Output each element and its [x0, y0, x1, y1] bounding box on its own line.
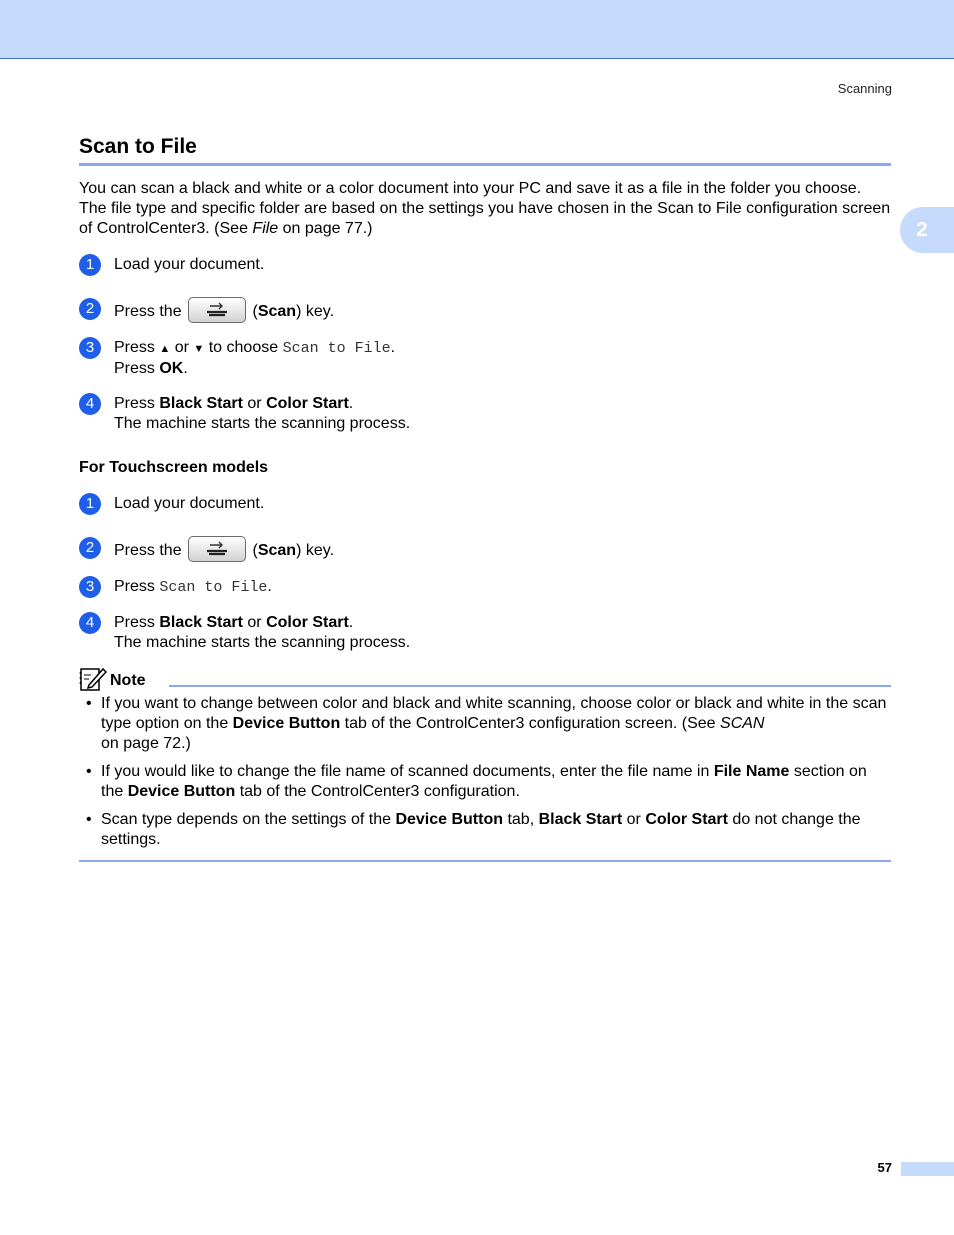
scan-ref-link[interactable]: SCAN [720, 715, 765, 732]
note-divider [169, 685, 891, 687]
touchscreen-heading: For Touchscreen models [79, 459, 269, 476]
press-text: Press [114, 360, 155, 377]
device-button-label: Device Button [232, 715, 341, 732]
section-label: Scanning [837, 81, 892, 96]
or-text: or [174, 339, 189, 356]
intro-ref-link[interactable]: File [252, 220, 279, 237]
menu-option-text: Scan to File [159, 579, 268, 596]
note-item [79, 694, 891, 754]
step-number-3: 3 [79, 576, 101, 598]
scan-key-label: Scan [257, 303, 297, 321]
touch-step-1 [79, 494, 879, 514]
note-text: or [622, 811, 646, 828]
step-text [114, 577, 879, 598]
step-number-2: 2 [79, 298, 101, 320]
to-choose-text: to choose [208, 339, 279, 356]
step-text [114, 394, 879, 434]
period: . [183, 360, 188, 377]
page-title: Scan to File [79, 135, 891, 166]
page-number: 57 [877, 1160, 892, 1175]
note-header [79, 666, 891, 688]
color-start-label: Color Start [266, 395, 349, 412]
step-text [114, 338, 879, 379]
step-text [114, 613, 879, 653]
press-text: Press [114, 339, 155, 356]
press-text: Press [114, 395, 155, 412]
note-pencil-icon [79, 666, 107, 697]
touch-step-3 [79, 577, 879, 598]
step-text: Load your document. [114, 256, 265, 273]
step-text-after: key. [305, 542, 335, 560]
press-text: Press [114, 614, 155, 631]
step-text-before: Press the [114, 303, 182, 321]
touch-step-4 [79, 613, 879, 653]
intro-text-1: You can scan a black and white or a color document into your PC and save it as a file in the folder you choose. The file type and specific folder are based on the settings you have chosen in the Scan to File configuration screen of ControlCenter3. (See [79, 180, 891, 237]
note-end-divider [79, 860, 891, 862]
period: . [348, 395, 354, 412]
device-button-label: Device Button [127, 783, 236, 800]
scan-key-label: Scan [257, 542, 297, 560]
touch-step-2 [79, 538, 879, 564]
device-button-label: Device Button [395, 811, 504, 828]
chapter-tab [900, 207, 954, 253]
note-text: Scan type depends on the settings of the [101, 811, 396, 828]
chapter-tab-number: 2 [916, 218, 928, 241]
note-text: section on the [101, 763, 867, 800]
press-text: Press [114, 578, 155, 595]
black-start-label: Black Start [159, 614, 243, 631]
note-text: on page 72.) [101, 735, 191, 752]
step-text: Press the (Scan) key. [114, 538, 879, 564]
note-text: If you would like to change the file name of scanned documents, enter the file name in [101, 763, 714, 780]
note-text: tab, [503, 811, 539, 828]
page-tab [901, 1162, 954, 1176]
note-text: If you want to change between color and black and white scanning, choose color or black and white in the scan type option on the [101, 695, 887, 732]
step-text-before: Press the [114, 542, 182, 560]
up-arrow-icon: ▲ [159, 343, 171, 355]
step-3 [79, 338, 879, 379]
step-number-4: 4 [79, 393, 101, 415]
step-number-1: 1 [79, 493, 101, 515]
step-number-1: 1 [79, 254, 101, 276]
or-text: or [247, 614, 262, 631]
scan-key-icon [188, 536, 246, 562]
down-arrow-icon: ▼ [193, 343, 205, 355]
color-start-label: Color Start [266, 614, 349, 631]
step-1 [79, 255, 879, 275]
step-2 [79, 299, 879, 325]
color-start-label: Color Start [645, 811, 728, 828]
menu-option-text: Scan to File [282, 340, 391, 357]
step-number-4: 4 [79, 612, 101, 634]
black-start-label: Black Start [538, 811, 623, 828]
period: . [390, 339, 396, 356]
note-label: Note [110, 672, 146, 689]
note-list [79, 694, 891, 858]
period: . [267, 578, 272, 595]
header-band [0, 0, 954, 59]
file-name-label: File Name [713, 763, 790, 780]
scan-key-icon [188, 297, 246, 323]
step-number-2: 2 [79, 537, 101, 559]
note-item [79, 810, 891, 850]
black-start-label: Black Start [159, 395, 243, 412]
step-text: Load your document. [114, 495, 265, 512]
note-text: do not change the settings. [101, 811, 861, 848]
intro-text-2: on page 77.) [278, 220, 373, 237]
or-text: or [247, 395, 262, 412]
step-result-text: The machine starts the scanning process. [114, 634, 411, 651]
step-text-after: key. [305, 303, 335, 321]
period: . [348, 614, 354, 631]
ok-key-label: OK [159, 360, 184, 377]
step-number-3: 3 [79, 337, 101, 359]
step-result-text: The machine starts the scanning process. [114, 415, 411, 432]
note-item [79, 762, 891, 802]
intro-paragraph [79, 179, 891, 239]
note-text: tab of the ControlCenter3 configuration. [235, 783, 520, 800]
step-4 [79, 394, 879, 434]
step-text: Press the (Scan) key. [114, 299, 879, 325]
note-text: tab of the ControlCenter3 configuration screen. (See [340, 715, 721, 732]
